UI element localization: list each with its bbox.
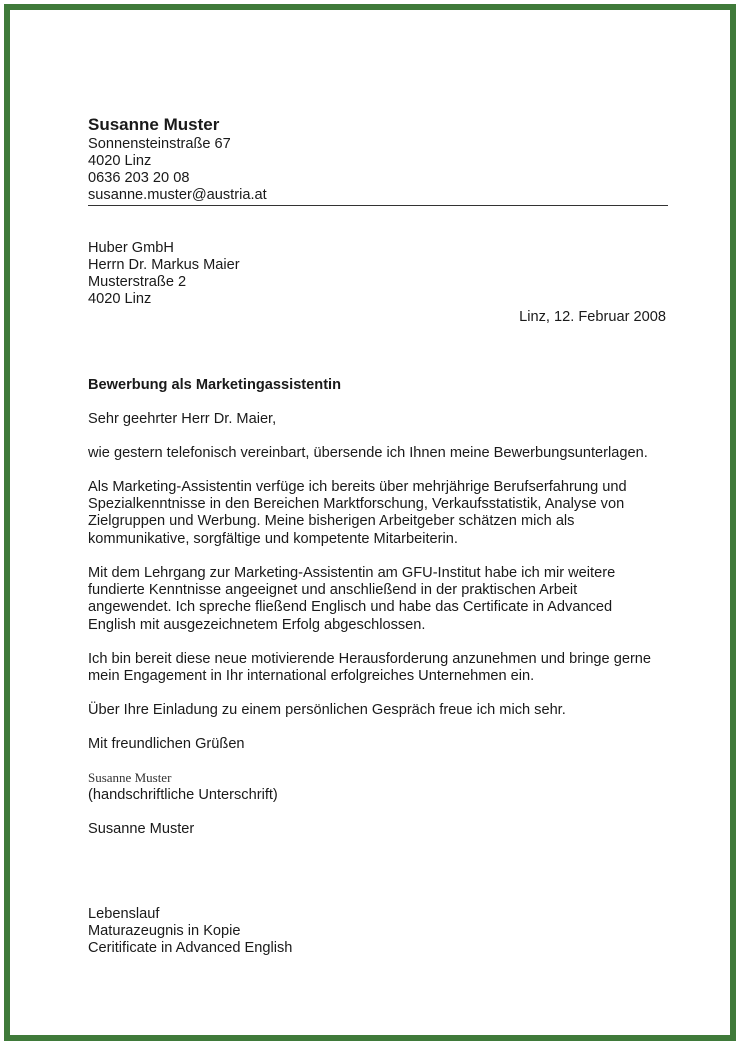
recipient-company: Huber GmbH (88, 240, 174, 256)
letter-subject: Bewerbung als Marketingassistentin (88, 377, 342, 393)
recipient-contact: Herrn Dr. Markus Maier (88, 257, 240, 273)
salutation: Sehr geehrter Herr Dr. Maier, (88, 411, 277, 427)
sender-email: susanne.muster@austria.at (88, 187, 267, 203)
enclosure-item: Maturazeugnis in Kopie (88, 923, 241, 940)
header-divider (88, 205, 668, 206)
handwritten-signature: Susanne Muster (88, 770, 172, 785)
signed-name: Susanne Muster (88, 821, 195, 837)
body-line: kommunikative, sorgfältige und kompetente Mitarbeiterin. (88, 530, 458, 547)
recipient-street: Musterstraße 2 (88, 274, 187, 290)
body-line: Zielgruppen und Werbung. Meine bisherigen Arbeitgeber schätzen mich als (88, 513, 575, 530)
body-line: mein Engagement in Ihr international erfolgreiches Unternehmen ein. (88, 668, 535, 685)
body-line: wie gestern telefonisch vereinbart, übersende ich Ihnen meine Bewerbungsunterlagen. (88, 445, 648, 461)
body-line: angewendet. Ich spreche fließend Englisch und habe das Certificate in Advanced (88, 599, 613, 616)
body-paragraph-1 (88, 445, 668, 462)
body-line: Spezialkenntnisse in den Bereichen Marktforschung, Verkaufsstatistik, Analyse von (88, 496, 625, 513)
letter-date: Linz, 12. Februar 2008 (519, 309, 666, 325)
sender-name: Susanne Muster (88, 115, 220, 134)
body-paragraph-2 (88, 479, 668, 548)
sender-city: 4020 Linz (88, 153, 152, 169)
signature-note: (handschriftliche Unterschrift) (88, 787, 278, 803)
body-line: Mit dem Lehrgang zur Marketing-Assistentin am GFU-Institut habe ich mir weitere (88, 565, 616, 581)
body-paragraph-5 (88, 702, 668, 719)
body-line: fundierte Kenntnisse angeeignet und anschließend in der praktischen Arbeit (88, 582, 578, 599)
sender-phone: 0636 203 20 08 (88, 170, 190, 186)
closing: Mit freundlichen Grüßen (88, 736, 245, 752)
body-line: English mit ausgezeichnetem Erfolg abgeschlossen. (88, 616, 426, 633)
enclosure-item: Lebenslauf (88, 906, 160, 922)
enclosure-item: Ceritificate in Advanced English (88, 940, 293, 957)
sender-street: Sonnensteinstraße 67 (88, 136, 231, 152)
body-paragraph-4 (88, 651, 668, 685)
body-paragraph-3 (88, 565, 668, 634)
body-line: Als Marketing-Assistentin verfüge ich bereits über mehrjährige Berufserfahrung und (88, 479, 627, 495)
recipient-city: 4020 Linz (88, 291, 152, 307)
body-line: Über Ihre Einladung zu einem persönlichen Gespräch freue ich mich sehr. (88, 702, 566, 718)
enclosures-list (88, 906, 668, 958)
body-line: Ich bin bereit diese neue motivierende Herausforderung anzunehmen und bringe gerne (88, 651, 652, 667)
